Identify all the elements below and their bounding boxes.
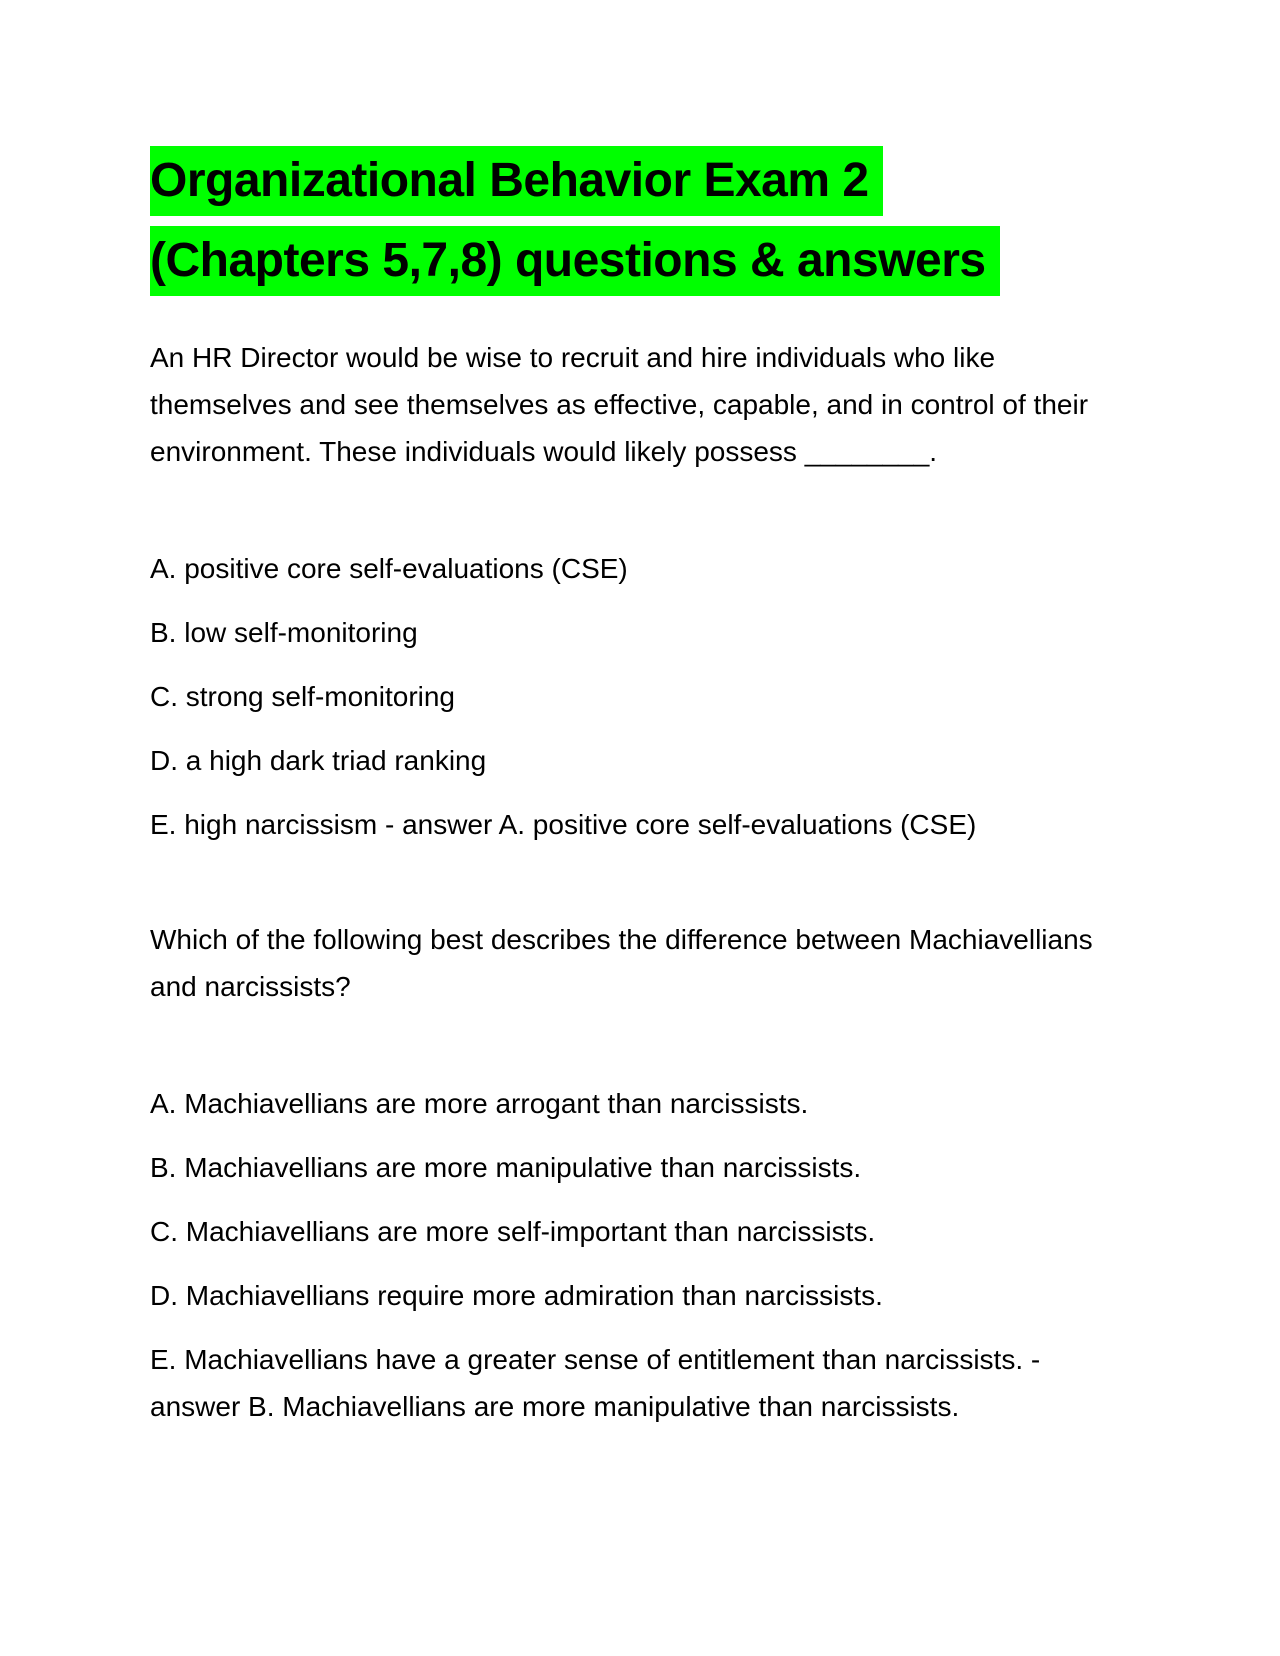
- question-2-options: [150, 1080, 1130, 1430]
- question-2-option-a: A. Machiavellians are more arrogant than narcissists.: [150, 1088, 809, 1119]
- question-1-option-e: E. high narcissism - answer A. positive core self-evaluations (CSE): [150, 809, 977, 840]
- question-1-option-c: C. strong self-monitoring: [150, 681, 456, 712]
- document-body: [150, 146, 1130, 1447]
- title-row-1: [150, 146, 1130, 226]
- question-1-prompt: An HR Director would be wise to recruit and hire individuals who like themselves and see themselves as effective, capable, and in control of their environment. These individuals would likely possess ________.: [150, 342, 1089, 467]
- question-2-option-d: D. Machiavellians require more admiration than narcissists.: [150, 1280, 883, 1311]
- document-title-line-1: Organizational Behavior Exam 2: [150, 146, 883, 216]
- question-2-option-c: C. Machiavellians are more self-important than narcissists.: [150, 1216, 876, 1247]
- document-title-line-2: (Chapters 5,7,8) questions & answers: [150, 226, 1000, 296]
- question-1-option-a: A. positive core self-evaluations (CSE): [150, 553, 628, 584]
- question-2-prompt: Which of the following best describes the difference between Machiavellians and narcissists?: [150, 924, 1093, 1002]
- question-2-option-b: B. Machiavellians are more manipulative than narcissists.: [150, 1152, 862, 1183]
- question-1-option-b: B. low self-monitoring: [150, 617, 418, 648]
- title-row-2: [150, 226, 1130, 306]
- question-1-option-d: D. a high dark triad ranking: [150, 745, 487, 776]
- question-1-options: [150, 545, 1130, 848]
- question-2-option-e: E. Machiavellians have a greater sense of entitlement than narcissists. - answer B. Machiavellians are more manipulative than narcissists.: [150, 1344, 1041, 1422]
